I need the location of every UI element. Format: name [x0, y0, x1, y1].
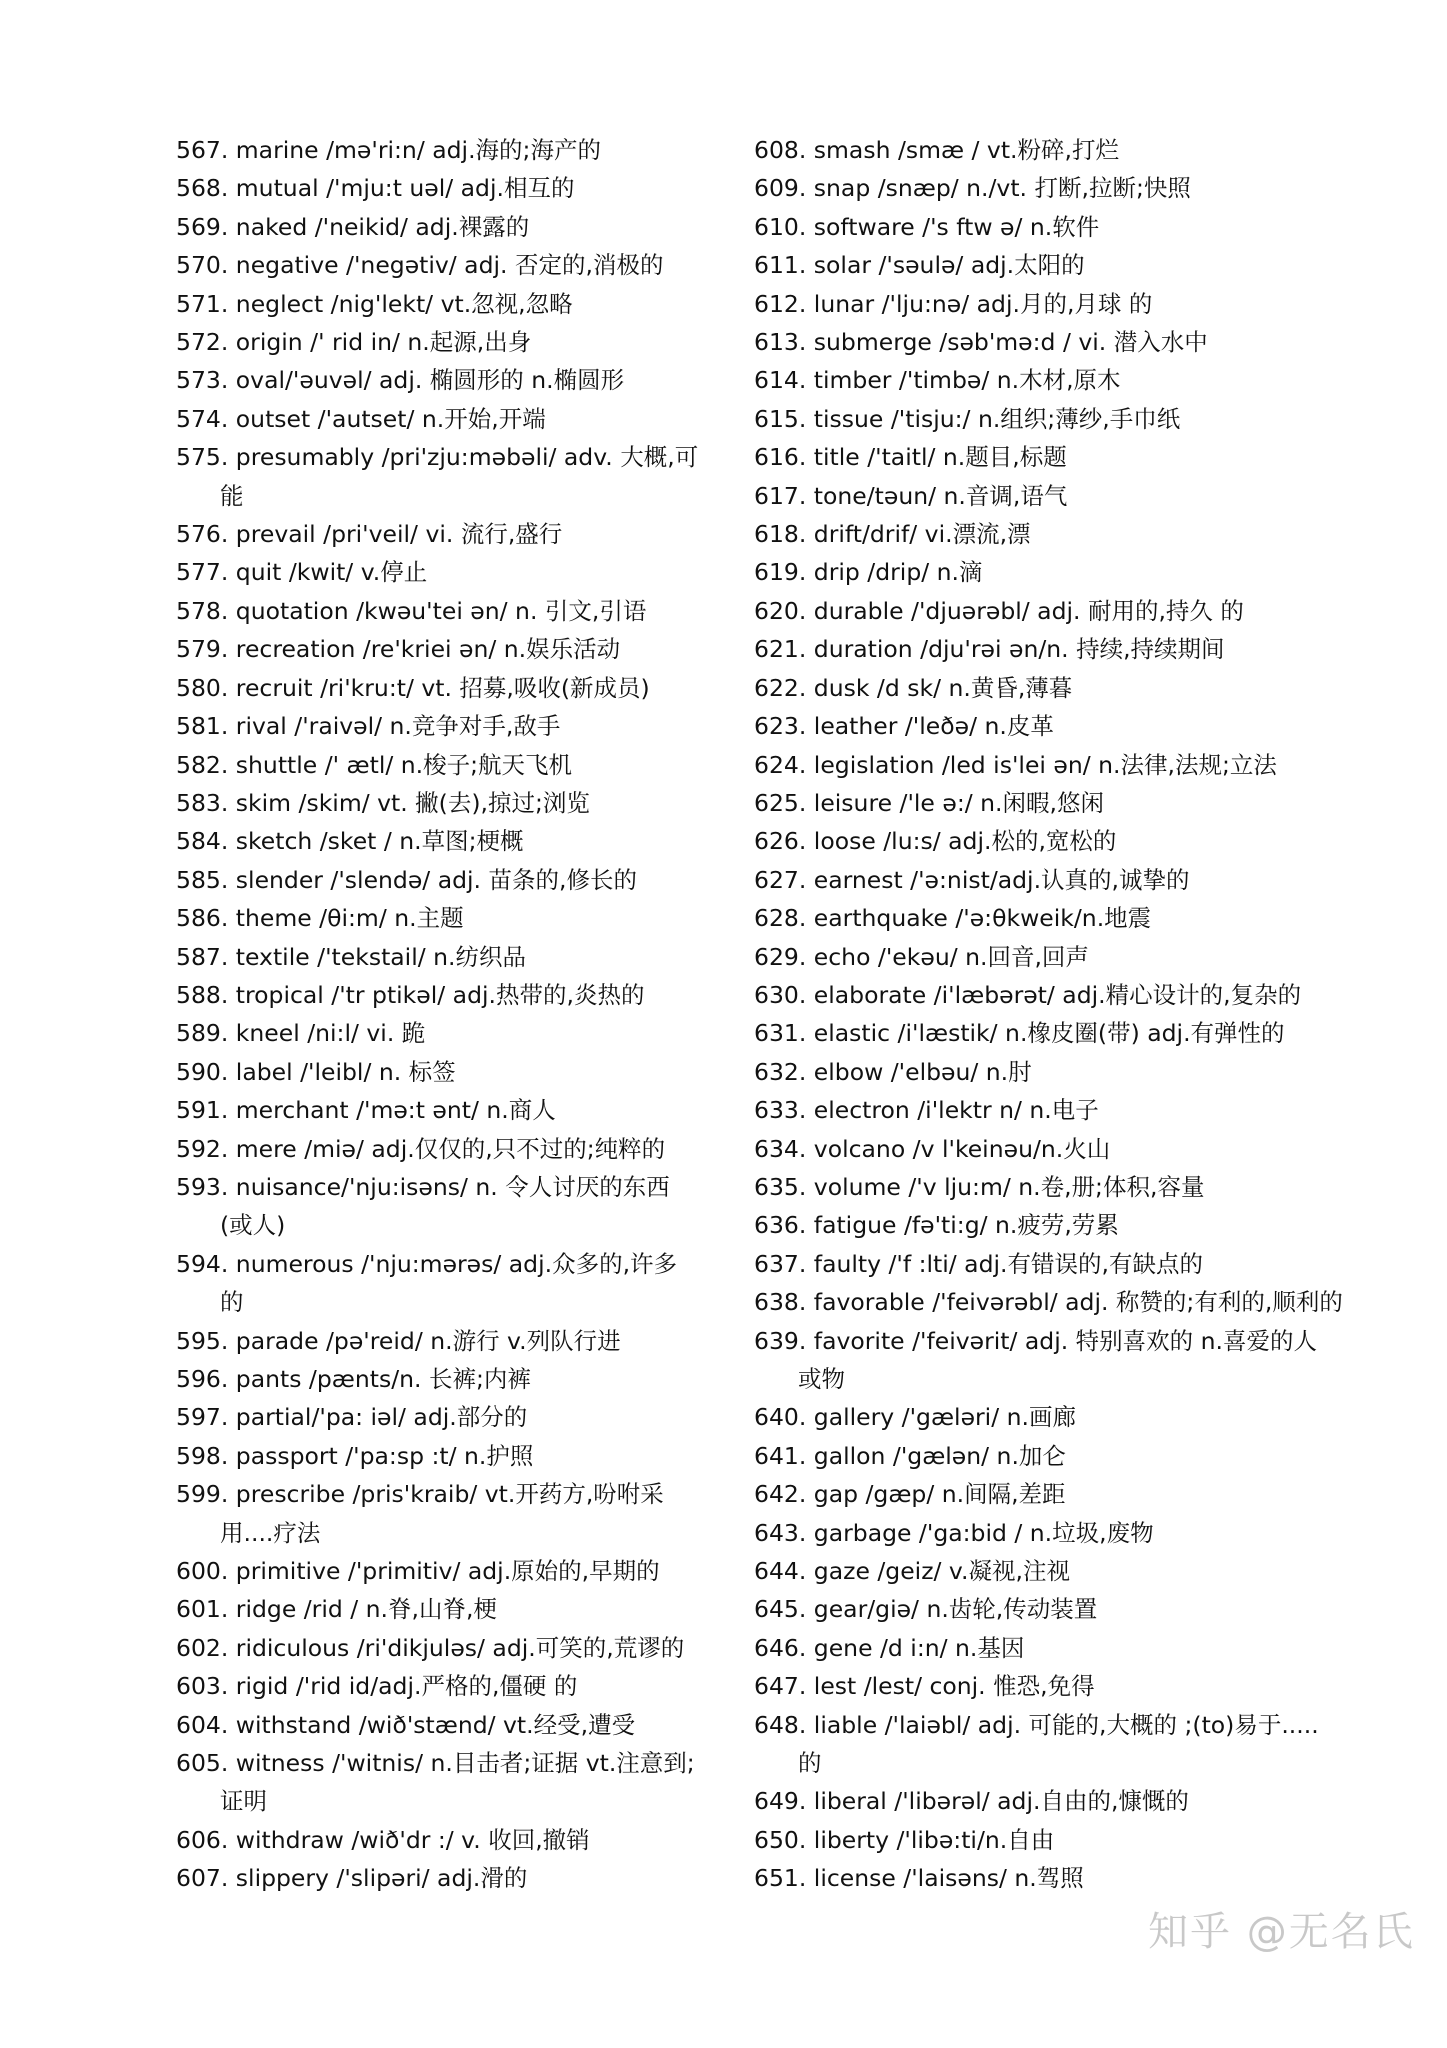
vocab-entry: 580. recruit /ri'kru:t/ vt. 招募,吸收(新成员): [176, 673, 650, 702]
vocab-entry: 650. liberty /'libə:ti/n.自由: [754, 1825, 1055, 1854]
vocab-entry: 625. leisure /'le ə:/ n.闲暇,悠闲: [754, 788, 1104, 817]
vocab-entry: 637. faulty /'f :lti/ adj.有错误的,有缺点的: [754, 1249, 1203, 1278]
vocab-entry: 597. partial/'pa: iəl/ adj.部分的: [176, 1403, 528, 1432]
vocab-entry: 647. lest /lest/ conj. 惟恐,免得: [754, 1672, 1095, 1701]
vocab-entry: 607. slippery /'slipəri/ adj.滑的: [176, 1864, 528, 1893]
vocab-entry: 636. fatigue /fə'ti:g/ n.疲劳,劳累: [754, 1211, 1119, 1240]
right-column: [754, 131, 1350, 1898]
left-column: [176, 131, 710, 1898]
vocab-entry: 626. loose /lu:s/ adj.松的,宽松的: [754, 827, 1117, 856]
vocab-entry: 585. slender /'slendə/ adj. 苗条的,修长的: [176, 865, 637, 894]
vocab-entry-continuation: 或物: [798, 1365, 845, 1393]
vocab-entry: 583. skim /skim/ vt. 撇(去),掠过;浏览: [176, 788, 590, 817]
vocab-entry: 627. earnest /'ə:nist/adj.认真的,诚挚的: [754, 865, 1190, 894]
vocab-entry: 577. quit /kwit/ v.停止: [176, 558, 428, 587]
vocab-entry: 600. primitive /'primitiv/ adj.原始的,早期的: [176, 1557, 660, 1586]
vocab-entry: 596. pants /pænts/n. 长裤;内裤: [176, 1365, 531, 1393]
vocab-entry: 606. withdraw /wið'dr :/ v. 收回,撤销: [176, 1825, 590, 1854]
vocab-entry: 601. ridge /rid / n.脊,山脊,梗: [176, 1595, 497, 1624]
vocab-entry: 602. ridiculous /ri'dikjuləs/ adj.可笑的,荒谬的: [176, 1633, 685, 1662]
vocab-entry: 642. gap /gæp/ n.间隔,差距: [754, 1480, 1066, 1509]
vocab-entry: 634. volcano /v l'keinəu/n.火山: [754, 1134, 1111, 1163]
vocab-entry: 648. liable /'laiəbl/ adj. 可能的,大概的 ;(to)易于.....: [754, 1710, 1319, 1739]
vocab-entry: 617. tone/təun/ n.音调,语气: [754, 481, 1068, 510]
vocab-entry-continuation: 能: [220, 481, 244, 510]
vocab-entry: 593. nuisance/'nju:isəns/ n. 令人讨厌的东西: [176, 1172, 670, 1201]
vocab-entry: 592. mere /miə/ adj.仅仅的,只不过的;纯粹的: [176, 1134, 666, 1163]
vocab-entry: 588. tropical /'tr ptikəl/ adj.热带的,炎热的: [176, 980, 645, 1009]
vocab-entry: 610. software /'s ftw ə/ n.软件: [754, 212, 1100, 241]
vocab-entry-continuation: 用....疗法: [220, 1518, 321, 1547]
vocab-entry: 605. witness /'witnis/ n.目击者;证据 vt.注意到;: [176, 1749, 695, 1778]
vocab-entry: 581. rival /'raivəl/ n.竞争对手,敌手: [176, 712, 561, 741]
vocab-entry: 619. drip /drip/ n.滴: [754, 558, 983, 587]
vocab-entry: 571. neglect /nig'lekt/ vt.忽视,忽略: [176, 289, 573, 318]
vocab-entry-continuation: (或人): [220, 1211, 286, 1240]
vocab-entry: 646. gene /d i:n/ n.基因: [754, 1633, 1025, 1662]
vocab-entry: 644. gaze /geiz/ v.凝视,注视: [754, 1557, 1070, 1586]
vocab-entry: 567. marine /mə'ri:n/ adj.海的;海产的: [176, 136, 601, 164]
vocab-entry: 632. elbow /'elbəu/ n.肘: [754, 1057, 1032, 1086]
vocab-entry: 615. tissue /'tisju:/ n.组织;薄纱,手巾纸: [754, 404, 1181, 433]
vocab-entry: 622. dusk /d sk/ n.黄昏,薄暮: [754, 673, 1073, 702]
vocab-entry: 579. recreation /re'kriei ən/ n.娱乐活动: [176, 635, 621, 664]
vocab-entry: 639. favorite /'feivərit/ adj. 特别喜欢的 n.喜爱的人: [754, 1326, 1318, 1355]
vocab-entry: 589. kneel /ni:l/ vi. 跪: [176, 1019, 426, 1048]
vocab-entry: 608. smash /smæ / vt.粉碎,打烂: [754, 136, 1119, 164]
vocab-entry-continuation: 的: [220, 1288, 244, 1317]
vocab-entry: 584. sketch /sket / n.草图;梗概: [176, 827, 524, 856]
vocab-entry: 576. prevail /pri'veil/ vi. 流行,盛行: [176, 520, 563, 549]
vocab-entry: 573. oval/'əuvəl/ adj. 椭圆形的 n.椭圆形: [176, 366, 625, 395]
vocab-entry: 620. durable /'djuərəbl/ adj. 耐用的,持久 的: [754, 596, 1244, 625]
vocab-entry: 570. negative /'negətiv/ adj. 否定的,消极的: [176, 251, 664, 280]
vocab-entry: 603. rigid /'rid id/adj.严格的,僵硬 的: [176, 1672, 578, 1701]
watermark: 知乎 @无名氏: [1148, 1909, 1415, 1955]
vocab-entry: 569. naked /'neikid/ adj.裸露的: [176, 212, 530, 241]
vocab-entry: 621. duration /dju'rəi ən/n. 持续,持续期间: [754, 635, 1225, 664]
vocab-entry: 641. gallon /'gælən/ n.加仑: [754, 1441, 1066, 1470]
vocab-entry: 649. liberal /'libərəl/ adj.自由的,慷慨的: [754, 1787, 1189, 1816]
vocab-entry: 643. garbage /'ga:bid / n.垃圾,废物: [754, 1518, 1154, 1547]
vocab-entry: 598. passport /'pa:sp :t/ n.护照: [176, 1441, 534, 1470]
vocab-entry: 578. quotation /kwəu'tei ən/ n. 引文,引语: [176, 596, 647, 625]
vocab-entry: 609. snap /snæp/ n./vt. 打断,拉断;快照: [754, 174, 1191, 203]
vocab-entry: 651. license /'laisəns/ n.驾照: [754, 1864, 1084, 1893]
vocab-entry: 582. shuttle /' ætl/ n.梭子;航天飞机: [176, 750, 573, 779]
vocab-entry: 623. leather /'leðə/ n.皮革: [754, 712, 1054, 741]
vocab-entry: 614. timber /'timbə/ n.木材,原木: [754, 366, 1121, 395]
vocab-entry-continuation: 证明: [220, 1787, 267, 1816]
vocab-entry-continuation: 的: [798, 1749, 822, 1778]
vocab-entry: 633. electron /i'lektr n/ n.电子: [754, 1096, 1099, 1125]
vocab-entry: 591. merchant /'mə:t ənt/ n.商人: [176, 1096, 556, 1125]
vocab-entry: 572. origin /' rid in/ n.起源,出身: [176, 328, 532, 357]
vocab-entry: 595. parade /pə'reid/ n.游行 v.列队行进: [176, 1326, 621, 1355]
vocab-entry: 635. volume /'v lju:m/ n.卷,册;体积,容量: [754, 1172, 1205, 1201]
vocab-entry: 616. title /'taitl/ n.题目,标题: [754, 443, 1067, 472]
vocab-entry: 638. favorable /'feivərəbl/ adj. 称赞的;有利的,顺利的: [754, 1288, 1343, 1317]
vocab-entry: 613. submerge /səb'mə:d / vi. 潜入水中: [754, 328, 1208, 357]
vocab-entry: 640. gallery /'gæləri/ n.画廊: [754, 1403, 1076, 1432]
vocab-entry: 618. drift/drif/ vi.漂流,漂: [754, 520, 1031, 549]
vocab-entry: 611. solar /'səulə/ adj.太阳的: [754, 251, 1085, 280]
vocab-entry: 587. textile /'tekstail/ n.纺织品: [176, 942, 526, 971]
vocab-entry: 631. elastic /i'læstik/ n.橡皮圈(带) adj.有弹性的: [754, 1019, 1285, 1048]
vocab-entry: 594. numerous /'nju:mərəs/ adj.众多的,许多: [176, 1249, 678, 1278]
vocab-entry: 586. theme /θi:m/ n.主题: [176, 904, 464, 933]
vocab-entry: 630. elaborate /i'læbərət/ adj.精心设计的,复杂的: [754, 980, 1302, 1009]
vocab-entry: 568. mutual /'mju:t uəl/ adj.相互的: [176, 174, 575, 203]
vocab-entry: 629. echo /'ekəu/ n.回音,回声: [754, 942, 1089, 971]
vocab-entry: 574. outset /'autset/ n.开始,开端: [176, 404, 546, 433]
vocab-entry: 645. gear/giə/ n.齿轮,传动装置: [754, 1595, 1098, 1624]
vocab-entry: 624. legislation /led is'lei ən/ n.法律,法规;立法: [754, 750, 1277, 779]
vocab-entry: 575. presumably /pri'zju:məbəli/ adv. 大概,可: [176, 443, 699, 472]
vocab-entry: 612. lunar /'lju:nə/ adj.月的,月球 的: [754, 289, 1153, 318]
vocab-entry: 604. withstand /wið'stænd/ vt.经受,遭受: [176, 1710, 636, 1739]
vocab-entry: 628. earthquake /'ə:θkweik/n.地震: [754, 904, 1152, 933]
vocab-entry: 590. label /'leibl/ n. 标签: [176, 1057, 456, 1086]
vocab-entry: 599. prescribe /pris'kraib/ vt.开药方,吩咐采: [176, 1480, 664, 1509]
